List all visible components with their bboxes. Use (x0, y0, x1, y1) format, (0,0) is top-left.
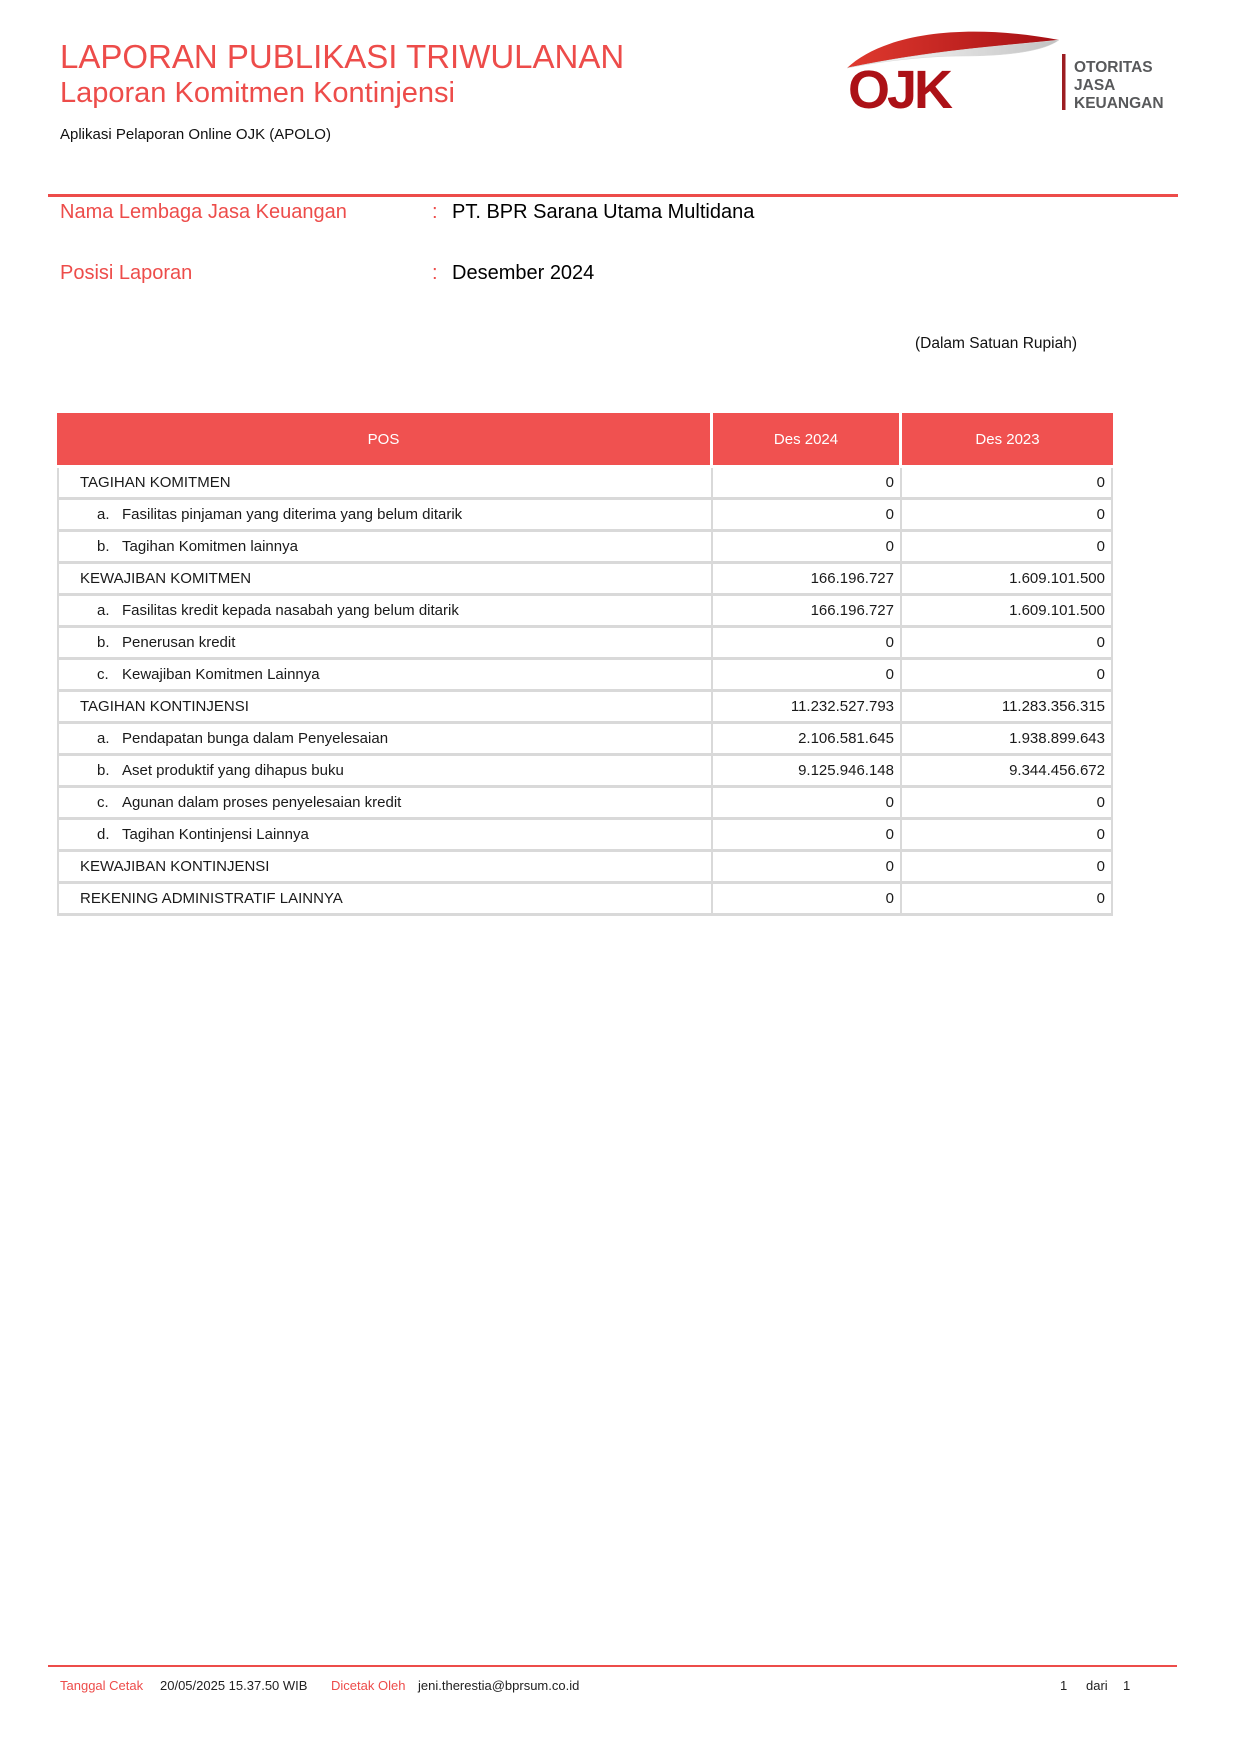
row-letter-prefix: b. (97, 634, 110, 651)
currency-unit-note: (Dalam Satuan Rupiah) (915, 335, 1077, 352)
table-row (59, 788, 1111, 820)
institution-label: Nama Lembaga Jasa Keuangan (60, 201, 347, 223)
value-des-2024: 0 (713, 628, 902, 657)
value-des-2023: 0 (1096, 666, 1105, 683)
value-des-2023: 0 (1096, 506, 1105, 523)
value-des-2023: 1.609.101.500 (1009, 570, 1105, 587)
logo-tagline-3: KEUANGAN (1074, 95, 1163, 112)
table-row (59, 596, 1111, 628)
page-number-current: 1 (1060, 1678, 1068, 1693)
print-date-value: 20/05/2025 15.37.50 WIB (160, 1678, 308, 1693)
row-label: Pendapatan bunga dalam Penyelesaian (122, 730, 389, 747)
table-row (59, 660, 1111, 692)
value-des-2023: 0 (1096, 474, 1105, 491)
value-des-2024: 166.196.727 (713, 596, 902, 625)
row-label: TAGIHAN KONTINJENSI (80, 698, 249, 715)
pos-cell (59, 820, 713, 849)
report-position-row (60, 262, 594, 285)
pos-cell (59, 500, 713, 529)
value-des-2023: 0 (1096, 858, 1105, 875)
table-row (59, 724, 1111, 756)
value-des-2023: 0 (1096, 794, 1105, 811)
report-subtitle-line: Laporan Komitmen Kontinjensi (60, 77, 455, 109)
value-des-2024: 0 (713, 820, 902, 849)
report-position-label: Posisi Laporan (60, 262, 193, 284)
value-des-2023: 0 (1096, 634, 1105, 651)
row-label: KEWAJIBAN KONTINJENSI (80, 858, 270, 875)
pos-cell (59, 596, 713, 625)
table-row (59, 532, 1111, 564)
row-label: KEWAJIBAN KOMITMEN (80, 570, 252, 587)
pos-cell (59, 532, 713, 561)
report-position-colon: : (432, 262, 438, 284)
column-header-pos: POS (57, 413, 713, 465)
pos-cell (59, 852, 713, 881)
row-letter-prefix: b. (97, 538, 110, 555)
pos-cell (59, 724, 713, 753)
value-des-2024: 0 (713, 852, 902, 881)
institution-row (60, 201, 754, 224)
pos-cell (59, 660, 713, 689)
header-divider-rule (48, 194, 1178, 197)
value-des-2024: 11.232.527.793 (713, 692, 902, 721)
row-letter-prefix: c. (97, 666, 109, 683)
ojk-wordmark: OJK (848, 60, 951, 116)
pos-cell (59, 692, 713, 721)
row-label: Kewajiban Komitmen Lainnya (122, 666, 320, 683)
footer-divider-rule (48, 1665, 1177, 1667)
page-number-total: 1 (1123, 1678, 1131, 1693)
pos-cell (59, 468, 713, 497)
row-label: Penerusan kredit (122, 634, 236, 651)
table-row (59, 468, 1111, 500)
table-row (59, 852, 1111, 884)
page-number-separator: dari (1086, 1678, 1108, 1693)
table-row (59, 628, 1111, 660)
value-des-2024: 0 (713, 788, 902, 817)
report-position-value: Desember 2024 (452, 262, 595, 284)
logo-tagline-1: OTORITAS (1074, 59, 1153, 76)
row-letter-prefix: a. (97, 730, 110, 747)
row-letter-prefix: a. (97, 602, 110, 619)
pos-cell (59, 756, 713, 785)
row-letter-prefix: d. (97, 826, 110, 843)
table-body (57, 468, 1113, 916)
value-des-2024: 0 (713, 660, 902, 689)
row-label: Aset produktif yang dihapus buku (122, 762, 344, 779)
value-des-2023: 0 (1096, 890, 1105, 907)
value-des-2023: 0 (1096, 826, 1105, 843)
row-label: Agunan dalam proses penyelesaian kredit (122, 794, 402, 811)
value-des-2024: 0 (713, 468, 902, 497)
application-name: Aplikasi Pelaporan Online OJK (APOLO) (60, 126, 331, 143)
table-row (59, 692, 1111, 724)
value-des-2023: 11.283.356.315 (1001, 698, 1105, 715)
row-label: TAGIHAN KOMITMEN (80, 474, 231, 491)
row-letter-prefix: c. (97, 794, 109, 811)
table-row (59, 756, 1111, 788)
value-des-2023: 1.938.899.643 (1009, 730, 1105, 747)
printed-by-label: Dicetak Oleh (331, 1678, 406, 1693)
row-label: Fasilitas pinjaman yang diterima yang belum ditarik (122, 506, 463, 523)
value-des-2023: 0 (1096, 538, 1105, 555)
logo-divider-bar (1062, 54, 1066, 110)
table-header (57, 413, 1113, 465)
print-date-label: Tanggal Cetak (60, 1678, 144, 1693)
value-des-2024: 9.125.946.148 (713, 756, 902, 785)
table-row (59, 500, 1111, 532)
pos-cell (59, 564, 713, 593)
value-des-2024: 0 (713, 532, 902, 561)
value-des-2024: 2.106.581.645 (713, 724, 902, 753)
table-row (59, 564, 1111, 596)
footer (0, 1678, 1241, 1698)
row-letter-prefix: a. (97, 506, 110, 523)
pos-cell (59, 788, 713, 817)
ojk-logo-icon (843, 26, 1163, 116)
row-label: REKENING ADMINISTRATIF LAINNYA (80, 890, 343, 907)
column-header-des-2023: Des 2023 (975, 430, 1040, 448)
row-label: Fasilitas kredit kepada nasabah yang belum ditarik (122, 602, 459, 619)
table-row (59, 884, 1111, 916)
value-des-2024: 0 (713, 500, 902, 529)
table-row (59, 820, 1111, 852)
printed-by-value: jeni.therestia@bprsum.co.id (418, 1678, 580, 1693)
commitment-contingency-table (57, 413, 1113, 916)
institution-colon: : (432, 201, 438, 223)
title-block (60, 38, 624, 143)
value-des-2023: 1.609.101.500 (1009, 602, 1105, 619)
pos-cell (59, 884, 713, 913)
institution-value: PT. BPR Sarana Utama Multidana (452, 201, 755, 223)
logo-tagline-2: JASA (1074, 77, 1116, 94)
report-title: LAPORAN PUBLIKASI TRIWULANAN (60, 38, 625, 75)
pos-cell (59, 628, 713, 657)
value-des-2023: 9.344.456.672 (1009, 762, 1105, 779)
row-label: Tagihan Kontinjensi Lainnya (122, 826, 309, 843)
ojk-logo (843, 26, 1163, 116)
row-letter-prefix: b. (97, 762, 110, 779)
value-des-2024: 166.196.727 (713, 564, 902, 593)
value-des-2024: 0 (713, 884, 902, 913)
row-label: Tagihan Komitmen lainnya (122, 538, 298, 555)
column-header-des-2024: Des 2024 (713, 413, 902, 465)
